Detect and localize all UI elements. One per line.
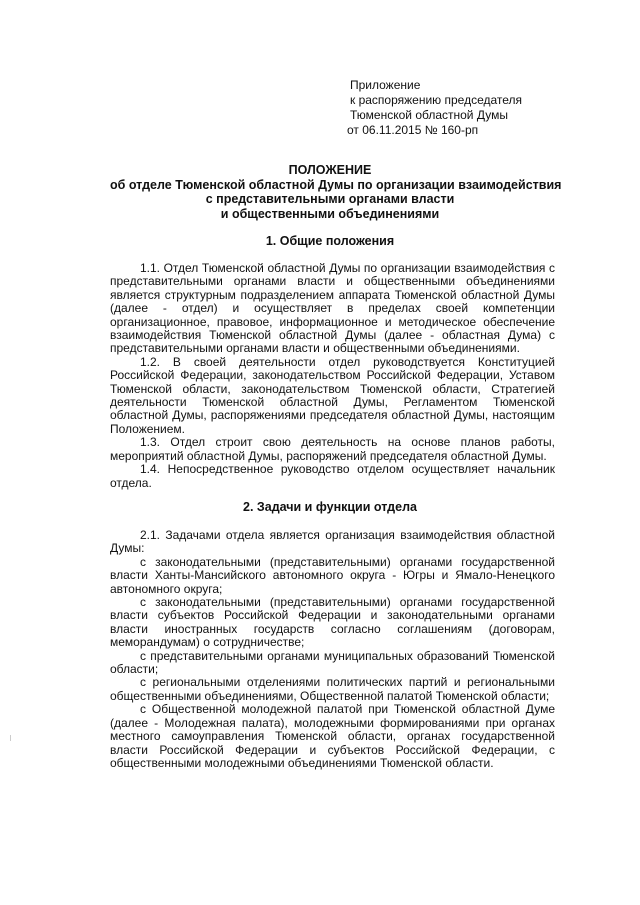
paragraph: с представительными органами муниципальных образований Тюменской области;	[110, 648, 555, 677]
paragraph: с Общественной молодежной палатой при Тюменской областной Думе (далее - Молодежная палата), молодежными формированиями при органах местного самоуправления Тюменской области, органах государственной власти Российской Федерации и субъектов Российской Федерации, с общественными молодежными объединениями Тюменской области.	[110, 702, 555, 770]
paragraph: 1.2. В своей деятельности отдел руководствуется Конституцией Российской Федерации, законодательством Российской Федерации, Уставом Тюменской области, законодательством Тюменской области, Стратегией деятельности Тюменской областной Думы, Регламентом Тюменской областной Думы, распоряжениями председателя областной Думы, настоящим Положением.	[110, 354, 555, 436]
title-line: с представительными органами власти	[205, 192, 455, 206]
document-title	[110, 163, 562, 221]
section-heading: 2. Задачи и функции отдела	[243, 500, 417, 514]
section2-body	[110, 529, 555, 770]
appendix-line: к распоряжению председателя	[350, 93, 523, 107]
paragraph: с региональными отделениями политических партий и региональными общественными объединениями, Общественной палатой Тюменской области;	[110, 675, 555, 703]
paragraph: 1.1. Отдел Тюменской областной Думы по организации взаимодействия с представительными органами власти и общественными объединениями является структурным подразделением аппарата Тюменской областной Думы (далее - отдел) и осуществляет в пределах своей компетенции организационное, правовое, информационное и методическое обеспечение взаимодействия Тюменской областной Думы (далее - областная Дума) с представительными органами власти и общественными объединениями.	[110, 261, 555, 356]
appendix-line: от 06.11.2015 № 160-рп	[347, 123, 479, 137]
title-line: и общественными объединениями	[220, 206, 440, 221]
appendix-line: Приложение	[350, 78, 421, 92]
paragraph: 1.4. Непосредственное руководство отделом осуществляет начальник отдела.	[110, 462, 555, 490]
paragraph: с законодательными (представительными) органами государственной власти Ханты-Мансийского автономного округа - Югры и Ямало-Ненецкого автономного округа;	[110, 554, 555, 596]
section1-body	[110, 262, 555, 490]
section-heading: 1. Общие положения	[265, 234, 395, 248]
paragraph: 1.3. Отдел строит свою деятельность на основе планов работы, мероприятий областной Думы, распоряжений председателя областной Думы.	[110, 435, 555, 463]
appendix-block	[347, 78, 523, 138]
title-line: об отделе Тюменской областной Думы по организации взаимодействия	[110, 177, 562, 192]
margin-mark	[10, 735, 11, 741]
paragraph: 2.1. Задачами отдела является организация взаимодействия областной Думы:	[110, 528, 555, 556]
title-line: ПОЛОЖЕНИЕ	[288, 163, 372, 177]
paragraph: с законодательными (представительными) органами государственной власти субъектов Российской Федерации и законодательными органами власти иностранных государств согласно соглашениям (договорам, меморандумам) о сотрудничестве;	[110, 595, 555, 650]
appendix-line: Тюменской областной Думы	[350, 108, 508, 122]
